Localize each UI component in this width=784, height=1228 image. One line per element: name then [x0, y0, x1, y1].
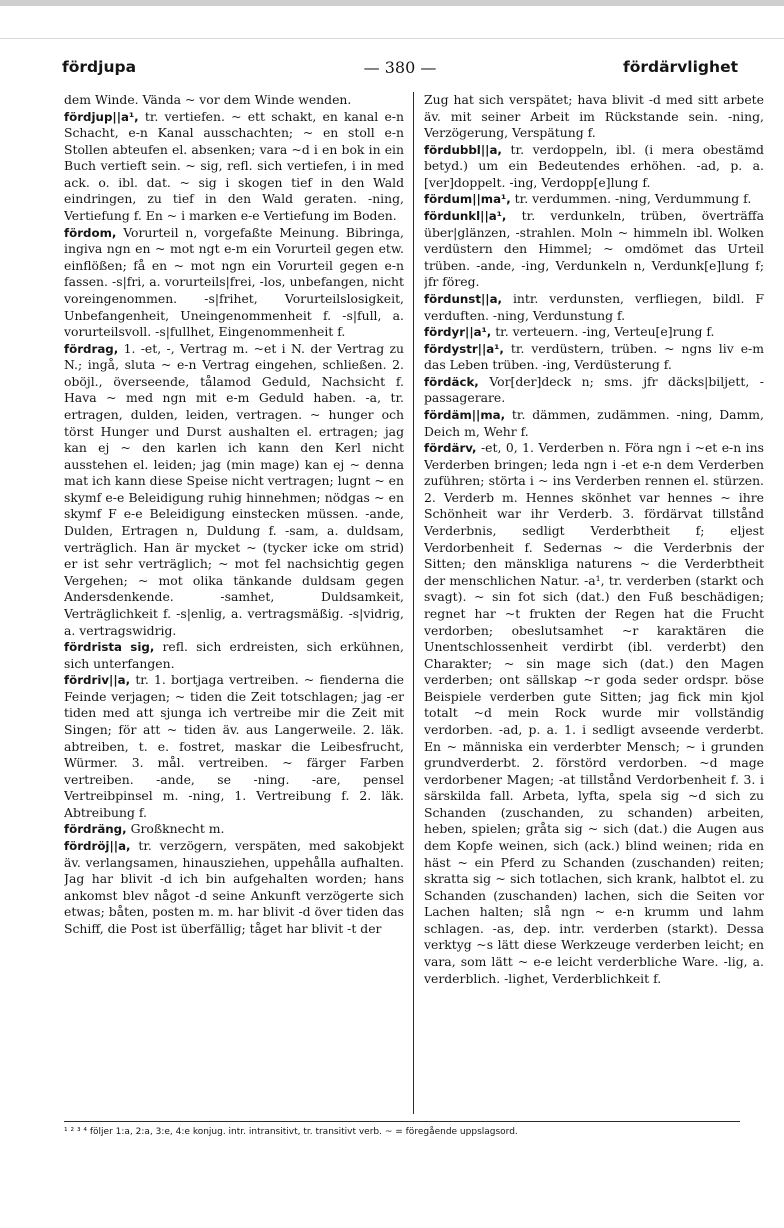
dictionary-entry — [424, 440, 764, 987]
entry-headword: fördystr||a¹, — [424, 341, 504, 356]
entry-text: Großknecht m. — [130, 821, 225, 837]
entry-text: tr. verdoppeln, ibl. (i mera obestämd betyd.) um ein Bedeutendes erhöhen. -ad, p. a. [ver]doppelt. -ing, Verdopp[e]lung f. — [424, 141, 764, 190]
entry-headword: fördum||ma¹, — [424, 192, 511, 207]
dictionary-entry — [424, 291, 764, 324]
entry-text: tr. dämmen, zudämmen. -ning, Damm, Deich m, Wehr f. — [424, 406, 764, 439]
entry-headword: fördriv||a, — [64, 673, 131, 688]
dictionary-entry — [424, 92, 764, 142]
dictionary-entry — [64, 821, 404, 838]
entry-text: 1. -et, -, Vertrag m. ~et i N. der Vertrag zu N.; ingå, sluta ~ e-n Vertrag eingehen, schließen. 2. oböjl., överseende, tålamod Geduld, Nachsicht f. Hava ~ med ngn mit e-m Geduld haben. -a, tr. ertragen, dulden, leiden, vertragen. ~ hunger och törst Hunger und Durst aushalten el. ertragen; jag kan ej ~ den karlen ich kann den Kerl nicht ausstehen el. leiden; jag (min mage) kan ej ~ denna mat ich kann diese Speise nicht vertragen; lugnt ~ en skymf e-e Beleidigung ruhig hinnehmen; nödgas ~ en skymf F e-e Beleidigung einstecken müssen. -ande, Dulden, Ertragen n, Duldung f. -sam, a. duldsam, verträglich. Han är mycket ~ (tycker icke om strid) er ist sehr verträglich; ~ mot fel nachsichtig gegen Vergehen; ~ mot olika tänkande duldsam gegen Andersdenkende. -samhet, Duldsamkeit, Verträglichkeit f. -s|enlig, a. vertragsmäßig. -s|vidrig, a. vertragswidrig. — [64, 340, 404, 638]
footer-divider — [64, 1121, 740, 1122]
dictionary-entry — [64, 672, 404, 821]
entry-text: tr. verdummen. -ning, Verdummung f. — [514, 191, 752, 207]
entry-headword: fördubbl||a, — [424, 142, 502, 157]
dictionary-entry — [424, 208, 764, 291]
entry-text: dem Winde. Vända ~ vor dem Winde wenden. — [64, 92, 352, 107]
dictionary-entry — [424, 341, 764, 374]
dictionary-entry — [424, 142, 764, 192]
entry-headword: fördräng, — [64, 822, 127, 837]
dictionary-entry — [64, 92, 404, 109]
entry-text: tr. verzögern, verspäten, med sakobjekt äv. verlangsamen, hinausziehen, uppehålla aufhalten. Jag har blivit -d ich bin aufgehalten worden; hans ankomst blev något -d seine Ankunft verzögerte sich etwas; båten, posten m. m. har blivit -d över tiden das Schiff, die Post ist überfällig; tåget har blivit -t der — [64, 838, 404, 936]
dictionary-entry — [64, 838, 404, 937]
dictionary-entry — [424, 191, 764, 208]
dictionary-entry — [64, 225, 404, 341]
entry-text: tr. verteuern. -ing, Verteu[e]rung f. — [495, 324, 715, 340]
dictionary-entry — [64, 639, 404, 672]
entry-headword: fördröj||a, — [64, 839, 131, 854]
entry-headword: fördunst||a, — [424, 291, 503, 306]
abbreviation-footer: ¹ ² ³ ⁴ följer 1:a, 2:a, 3:e, 4:e konjug. intr. intransitivt, tr. transitivt verb. ~ = föregående uppslagsord. — [64, 1127, 518, 1137]
entry-headword: fördyr||a¹, — [424, 325, 492, 340]
entry-headword: fördom, — [64, 225, 117, 240]
entry-headword: fördrag, — [64, 341, 119, 356]
entry-headword: fördärv, — [424, 441, 477, 456]
entry-text: tr. vertiefen. ~ ett schakt, en kanal e-n Schacht, e-n Kanal ausschachten; ~ en stoll e-n Stollen abteufen el. absenken; vara ~d i en bok in ein Buch vertieft sein. ~ sig, refl. sich vertiefen, i in med ack. o. ibl. dat. ~ sig i skogen tief in den Wald eindringen, zu tief in den Wald geraten. -ning, Vertiefung f. En ~ i marken e-e Vertiefung im Boden. — [64, 108, 404, 224]
entry-headword: fördäm||ma, — [424, 407, 506, 422]
entry-text: tr. 1. bortjaga vertreiben. ~ fienderna die Feinde verjagen; ~ tiden die Zeit totschlagen; jag -er tiden med att sjunga ich vertreibe mir die Zeit mit Singen; för att ~ tiden äv. aus Langerweile. 2. läk. abtreiben, t. e. fostret, maskar die Leibesfrucht, Würmer. 3. mål. vertreiben. ~ färger Farben vertreiben. -ande, se -ning. -are, pensel Vertreibpinsel m. -ning, 1. Vertreibung f. 2. läk. Abtreibung f. — [64, 672, 404, 820]
entry-text: -et, 0, 1. Verderben n. Föra ngn i ~et e-n ins Verderben bringen; leda ngn i -et e-n dem Verderben zuführen; störta i ~ ins Verderben rennen el. stürzen. 2. Verderb m. Hennes skönhet var hennes ~ ihre Schönheit war ihr Verderb. 3. fördärvat tillstånd Verderbnis, sedligt Verderbtheit f; eljest Verdorbenheit f. Sedernas ~ die Verderbnis der Sitten; den mänskliga naturens ~ die Verderbtheit der menschlichen Natur. -a¹, tr. verderben (starkt och svagt). ~ sin fot sich (dat.) den Fuß beschädigen; regnet har ~t frukten der Regen hat die Frucht verdorben; obeslutsamhet ~r karaktären die Unentschlossenheit verdirbt (ibl. verderbt) den Charakter; ~ sin mage sich (dat.) den Magen verderben; ont sällskap ~r goda seder ordspr. böse Beispiele verderben gute Sitten; jag fick min kjol totalt ~d mein Rock wurde mir vollständig verdorben. -ad, p. a. 1. i sedligt avseende verderbt. En ~ människa ein verderbter Mensch; ~ i grunden grundverderbt. 2. förstörd verdorben. ~d mage verdorbener Magen; -at tillstånd Verdorbenheit f. 3. i särskilda fall. Arbeta, lyfta, spela sig ~d sich zu Schanden (zuschanden, zu schanden) arbeiten, heben, spielen; gråta sig ~ sich (dat.) die Augen aus dem Kopfe weinen, sich (ack.) blind weinen; rida en häst ~ ein Pferd zu Schanden (zuschanden) reiten; skratta sig ~ sich totlachen, sich krank, halbtot el. zu Schanden (zuschanden) lachen, sich die Seiten vor Lachen halten; slå ngn ~ e-n krumm und lahm schlagen. -as, dep. intr. verderben (starkt). Dessa verktyg ~s lätt diese Werkzeuge verderben leicht; en vara, som lätt ~ e-e leicht verderbliche Ware. -lig, a. verderblich. -lighet, Verderblichkeit f. — [424, 440, 764, 986]
left-running-headword: fördjupa — [62, 58, 137, 76]
dictionary-entry — [424, 407, 764, 440]
dictionary-entry — [64, 341, 404, 639]
right-column — [424, 92, 764, 1116]
page-number: — 380 — — [363, 58, 437, 77]
page-header — [62, 58, 738, 82]
entry-text: Vor[der]deck n; sms. jfr däcks|biljett, -passagerare. — [424, 373, 764, 406]
entry-text: refl. sich erdreisten, sich erkühnen, sich unterfangen. — [64, 639, 404, 671]
entry-text: tr. verdüstern, trüben. ~ ngns liv e-m das Leben trüben. -ing, Verdüsterung f. — [424, 340, 764, 373]
dictionary-entry — [64, 109, 404, 225]
entry-text: tr. verdunkeln, trüben, överträffa über|glänzen, -strahlen. Moln ~ himmeln ibl. Wolken verdüstern den Himmel; ~ omdömet das Urteil trüben. -ande, -ing, Verdunkeln n, Verdunk[e]lung f; jfr föreg. — [424, 208, 764, 290]
scan-border-top — [0, 0, 784, 6]
column-divider — [413, 92, 414, 1114]
entry-headword: fördäck, — [424, 374, 479, 389]
left-column — [64, 92, 404, 1116]
entry-text: Zug hat sich verspätet; hava blivit -d med sitt arbete äv. mit seiner Arbeit im Rückstande sein. -ning, Verzögerung, Verspätung f. — [424, 92, 764, 141]
right-running-headword: fördärvlighet — [622, 58, 738, 76]
entry-headword: fördjup||a¹, — [64, 109, 139, 124]
entry-headword: fördunkl||a¹, — [424, 209, 507, 224]
dictionary-entry — [424, 324, 764, 341]
scan-border-line — [0, 38, 784, 39]
entry-text: intr. verdunsten, verfliegen, bildl. F verduften. -ning, Verdunstung f. — [424, 290, 764, 323]
entry-headword: fördrista sig, — [64, 640, 155, 655]
dictionary-entry — [424, 374, 764, 407]
entry-text: Vorurteil n, vorgefaßte Meinung. Bibringa, ingiva ngn en ~ mot ngt e-m ein Vorurteil gegen etw. einflößen; få en ~ mot ngn ein Vorurteil gegen e-n fassen. -s|fri, a. vorurteils|frei, -los, unbefangen, nicht voreingenommen. -s|frihet, Vorurteilslosigkeit, Unbefangenheit, Uneingenommenheit f. -s|full, a. vorurteilsvoll. -s|fullhet, Eingenommenheit f. — [64, 224, 404, 340]
